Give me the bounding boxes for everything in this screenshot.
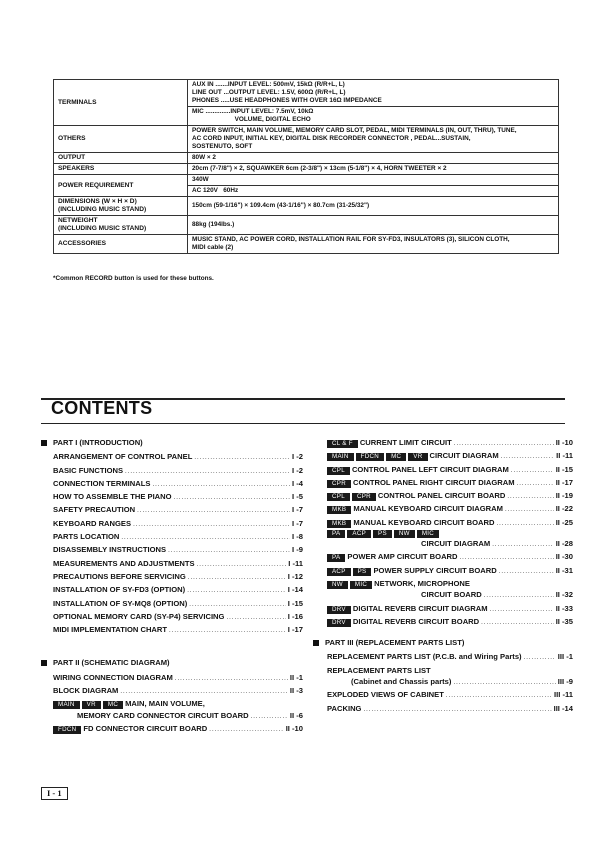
toc-page: II -10: [555, 438, 573, 447]
toc-entry[interactable]: [53, 544, 303, 557]
dot-leader: [174, 493, 290, 504]
dot-leader: [511, 466, 554, 477]
tag-label: PA: [327, 530, 345, 538]
dot-leader: [169, 626, 286, 637]
spec-key-line: OTHERS: [58, 135, 86, 142]
toc-title: ARRANGEMENT OF CONTROL PANEL: [53, 452, 193, 462]
spec-key-line: (INCLUDING MUSIC STAND): [58, 206, 147, 213]
toc-page: I -2: [292, 452, 303, 462]
tag-label: NW: [327, 581, 348, 589]
toc-entry[interactable]: [53, 465, 303, 478]
spec-value: [188, 164, 559, 175]
dot-leader: [194, 453, 290, 464]
tag-label: MIC: [417, 530, 439, 538]
dot-leader: [505, 505, 554, 516]
toc-entry-parts-cabinet[interactable]: (Cabinet and Chassis parts) ..... III -9: [327, 676, 573, 689]
toc-entry-power-supply[interactable]: [327, 565, 573, 578]
spec-value-line: 88kg (194lbs.): [192, 221, 235, 228]
toc-entry[interactable]: [53, 685, 303, 698]
toc-page: II -32: [555, 590, 573, 600]
toc-title: WIRING CONNECTION DIAGRAM: [53, 672, 173, 682]
toc-entry[interactable]: [53, 504, 303, 517]
toc-entry-exploded-views[interactable]: EXPLODED VIEWS OF CABINET ..... III -11: [327, 689, 573, 702]
toc-entry-parts-pcb[interactable]: REPLACEMENT PARTS LIST (P.C.B. and Wiring Parts) ..... III -1: [327, 651, 573, 664]
toc-page: I -16: [287, 611, 303, 621]
contents-left-column: [41, 437, 303, 736]
spec-value: [188, 80, 559, 107]
spec-row: [54, 80, 559, 107]
toc-page: II -28: [555, 539, 573, 549]
dot-leader: [120, 687, 288, 698]
toc-page: I -4: [292, 478, 303, 488]
spec-key: [54, 235, 188, 254]
toc-entry-packing[interactable]: PACKING ..... III -14: [327, 703, 573, 716]
toc-page: II -3: [289, 686, 303, 696]
toc-title: BLOCK DIAGRAM: [53, 686, 119, 696]
spec-row: [54, 197, 559, 216]
spec-value: [188, 107, 559, 126]
spec-value-line: 340W: [192, 176, 209, 183]
toc-page: I -11: [288, 558, 303, 568]
toc-title: PRECAUTIONS BEFORE SERVICING: [53, 571, 186, 581]
spec-value-line: 150cm (59-1/16") × 109.4cm (43-1/16") × 80.7cm (31-25/32"): [192, 202, 370, 209]
toc-page: II -25: [555, 517, 573, 527]
spec-key-line: SPEAKERS: [58, 165, 95, 172]
spec-key: [54, 175, 188, 197]
dot-leader: [481, 618, 554, 629]
toc-title: BASIC FUNCTIONS: [53, 465, 124, 475]
dot-leader: [484, 591, 554, 602]
tag-label: CPL: [327, 467, 350, 475]
spec-key-line: POWER REQUIREMENT: [58, 181, 134, 189]
toc-entry[interactable]: [53, 558, 303, 571]
spec-key-line: DIMENSIONS (W × H × D): [58, 198, 137, 205]
tag-label: MIC: [350, 581, 372, 589]
toc-entry-pa-circuit[interactable]: [327, 538, 573, 551]
dot-leader: [188, 573, 286, 584]
dot-leader: [168, 546, 290, 557]
toc-entry-pa-tags[interactable]: [327, 530, 573, 538]
spec-key-line: TERMINALS: [58, 98, 97, 106]
toc-page: II -33: [555, 603, 573, 613]
part3-heading: PART III (REPLACEMENT PARTS LIST): [313, 637, 573, 648]
spec-key: [54, 80, 188, 126]
dot-leader: [490, 605, 554, 616]
toc-title: MANUAL KEYBOARD CIRCUIT DIAGRAM: [353, 504, 503, 514]
toc-title: CONTROL PANEL RIGHT CIRCUIT DIAGRAM: [352, 477, 515, 487]
spec-row: [54, 153, 559, 164]
toc-title: HOW TO ASSEMBLE THE PIANO: [53, 492, 172, 502]
toc-page: I -12: [287, 571, 303, 581]
toc-entry[interactable]: [53, 598, 303, 611]
tag-label: PA: [327, 554, 345, 562]
toc-title: CONTROL PANEL CIRCUIT BOARD: [377, 491, 506, 501]
toc-title: MEASUREMENTS AND ADJUSTMENTS: [53, 558, 195, 568]
dot-leader: [133, 520, 290, 531]
dot-leader: [501, 452, 554, 463]
tag-label: ACP: [347, 530, 371, 538]
toc-entry-power-amp[interactable]: [327, 551, 573, 564]
toc-title: CIRCUIT DIAGRAM: [421, 539, 491, 549]
toc-title: DIGITAL REVERB CIRCUIT BOARD: [352, 616, 480, 626]
toc-entry-fd-connector[interactable]: FDCN FD CONNECTOR CIRCUIT BOARD ..... II -10: [53, 723, 303, 736]
spec-value: [188, 175, 559, 186]
tag-label: MAIN: [327, 453, 354, 461]
spec-value: [188, 235, 559, 254]
toc-title: KEYBOARD RANGES: [53, 518, 132, 528]
dot-leader: [507, 492, 553, 503]
toc-entry-cpl-diagram[interactable]: [327, 464, 573, 477]
toc-entry-current-limit[interactable]: [327, 437, 573, 450]
toc-title: DISASSEMBLY INSTRUCTIONS: [53, 545, 167, 555]
dot-leader: [517, 479, 554, 490]
toc-entry-main-circuit[interactable]: [327, 450, 573, 463]
toc-page: I -7: [292, 505, 303, 515]
spec-value-line: POWER SWITCH, MAIN VOLUME, MEMORY CARD SLOT, PEDAL, MIDI TERMINALS (IN, OUT, THRU), TUNE,: [192, 127, 517, 134]
toc-title: DIGITAL REVERB CIRCUIT DIAGRAM: [352, 603, 488, 613]
tag-label: MC: [103, 701, 123, 709]
tag-label: PS: [353, 568, 372, 576]
spec-row: [54, 216, 559, 235]
toc-page: II -15: [555, 464, 573, 474]
bullet-square-icon: [313, 640, 319, 646]
toc-title: CIRCUIT BOARD: [421, 590, 482, 600]
spec-key-line: ACCESSORIES: [58, 240, 106, 247]
toc-page: II -35: [555, 616, 573, 626]
toc-entry[interactable]: [53, 584, 303, 597]
toc-page: I -5: [292, 492, 303, 502]
spec-value-line: SOSTENUTO, SOFT: [192, 143, 253, 150]
tag-label: FDCN: [356, 453, 384, 461]
page-number: I - 1: [41, 787, 68, 800]
dot-leader: [492, 540, 554, 551]
toc-entry-parts-list[interactable]: REPLACEMENT PARTS LIST: [327, 665, 431, 675]
toc-title: INSTALLATION OF SY-MQ8 (OPTION): [53, 598, 188, 608]
tag-label: DRV: [327, 619, 351, 627]
spec-value: [188, 186, 559, 197]
tag-label: CL & F: [327, 440, 358, 448]
tag-label: VR: [408, 453, 427, 461]
toc-entry[interactable]: [53, 531, 303, 544]
toc-title: PARTS LOCATION: [53, 532, 120, 542]
spec-value: [188, 153, 559, 164]
spec-key-line: OUTPUT: [58, 154, 86, 161]
tag-label: ACP: [327, 568, 351, 576]
toc-page: I -15: [287, 598, 303, 608]
toc-page: I -2: [292, 465, 303, 475]
spec-row: [54, 126, 559, 153]
tag-label: PS: [373, 530, 392, 538]
spec-value: [188, 197, 559, 216]
spec-value-line: VOLUME, DIGITAL ECHO: [192, 116, 311, 123]
toc-title: MANUAL KEYBOARD CIRCUIT BOARD: [353, 517, 495, 527]
dot-leader: [460, 553, 554, 564]
toc-entry[interactable]: [53, 518, 303, 531]
toc-entry[interactable]: [53, 491, 303, 504]
footnote: *Common RECORD button is used for these buttons.: [53, 275, 214, 282]
toc-page: I -8: [292, 532, 303, 542]
spec-key: [54, 126, 188, 153]
bullet-square-icon: [41, 660, 47, 666]
toc-title: MIDI IMPLEMENTATION CHART: [53, 625, 168, 635]
spec-key-line: NETWEIGHT: [58, 217, 98, 224]
spec-value-line: 20cm (7-7/8") × 2, SQUAWKER 6cm (2-3/8") × 13cm (5-1/8") × 4, HORN TWEETER × 2: [192, 165, 447, 172]
dot-leader: [187, 586, 286, 597]
toc-entry-mkb-diagram[interactable]: [327, 503, 573, 516]
dot-leader: [175, 674, 288, 685]
toc-entry-main-board-cont[interactable]: MEMORY CARD CONNECTOR CIRCUIT BOARD ..... II -6: [53, 710, 303, 723]
toc-title: NETWORK, MICROPHONE: [374, 578, 470, 588]
spec-key-line: (INCLUDING MUSIC STAND): [58, 225, 147, 232]
toc-entry-network-board[interactable]: [327, 589, 573, 602]
spec-key: [54, 216, 188, 235]
tag-label: CPR: [327, 480, 351, 488]
toc-title: CIRCUIT DIAGRAM: [429, 451, 499, 461]
spec-value-line: 80W × 2: [192, 154, 216, 161]
specifications-table: [53, 79, 559, 254]
spec-value-line: AC 120V 60Hz: [192, 187, 239, 194]
tag-label: MKB: [327, 520, 351, 528]
toc-title: POWER SUPPLY CIRCUIT BOARD: [373, 565, 497, 575]
spec-value-line: AC CORD INPUT, INITIAL KEY, DIGITAL DISK RECORDER CONNECTOR , PEDAL...SUSTAIN,: [192, 135, 471, 142]
dot-leader: [152, 480, 290, 491]
spec-key: [54, 153, 188, 164]
toc-entry-reverb-diagram[interactable]: [327, 603, 573, 616]
toc-entry[interactable]: [53, 451, 303, 464]
bullet-square-icon: [41, 440, 47, 446]
toc-entry-cpr-diagram[interactable]: [327, 477, 573, 490]
toc-title: CURRENT LIMIT CIRCUIT: [359, 438, 452, 447]
dot-leader: [125, 467, 290, 478]
spec-row: [54, 175, 559, 186]
toc-page: II -19: [555, 491, 573, 501]
toc-title: CONTROL PANEL LEFT CIRCUIT DIAGRAM: [351, 464, 509, 474]
tag-label: MKB: [327, 506, 351, 514]
spec-value-line: AUX IN .......INPUT LEVEL: 500mV, 15kΩ (R/R+L, L): [192, 81, 345, 88]
toc-page: I -17: [287, 625, 303, 635]
dot-leader: [226, 613, 285, 624]
toc-title: POWER AMP CIRCUIT BOARD: [347, 552, 458, 562]
toc-page: II -30: [555, 552, 573, 562]
tag-label: MC: [386, 453, 406, 461]
toc-entry[interactable]: [53, 611, 303, 624]
spec-value: [188, 126, 559, 153]
toc-page: II -17: [555, 477, 573, 487]
toc-entry-network[interactable]: [327, 578, 573, 589]
toc-title: OPTIONAL MEMORY CARD (SY-P4) SERVICING: [53, 611, 225, 621]
contents-right-column: [313, 437, 573, 716]
spec-row: [54, 235, 559, 254]
toc-entry[interactable]: [53, 571, 303, 584]
contents-bottom-rule: [41, 423, 565, 424]
dot-leader: [499, 567, 554, 578]
tag-label: MAIN: [53, 701, 80, 709]
spec-key: [54, 197, 188, 216]
toc-title: CONNECTION TERMINALS: [53, 478, 151, 488]
spec-key: [54, 164, 188, 175]
dot-leader: [454, 439, 554, 450]
toc-page: I -9: [292, 545, 303, 555]
dot-leader: [197, 560, 287, 571]
toc-page: II -11: [556, 451, 573, 461]
toc-entry[interactable]: [53, 672, 303, 685]
contents-title: CONTENTS: [51, 398, 153, 418]
tag-label: CPR: [352, 493, 376, 501]
spec-value-line: LINE OUT ...OUTPUT LEVEL: 1.5V, 600Ω (R/R+L, L): [192, 89, 346, 96]
tag-label: CPL: [327, 493, 350, 501]
dot-leader: [137, 506, 290, 517]
toc-page: I -7: [292, 518, 303, 528]
toc-title: SAFETY PRECAUTION: [53, 505, 136, 515]
toc-entry-mkb-board[interactable]: [327, 517, 573, 530]
toc-entry-reverb-board[interactable]: [327, 616, 573, 629]
dot-leader: [497, 519, 554, 530]
spec-value: [188, 216, 559, 235]
spec-row: [54, 164, 559, 175]
toc-page: II -31: [555, 565, 573, 575]
toc-title: INSTALLATION OF SY-FD3 (OPTION): [53, 585, 186, 595]
spec-value-line: PHONES .....USE HEADPHONES WITH OVER 16Ω IMPEDANCE: [192, 97, 382, 104]
dot-leader: [121, 533, 290, 544]
spec-value-line: MIDI cable (2): [192, 244, 234, 251]
tag-label: VR: [82, 701, 101, 709]
tag-label: DRV: [327, 606, 351, 614]
toc-entry-control-board[interactable]: [327, 490, 573, 503]
toc-page: II -22: [555, 504, 573, 514]
toc-entry-main-board[interactable]: MAIN VR MC MAIN, MAIN VOLUME,: [53, 698, 303, 709]
part2-heading: PART II (SCHEMATIC DIAGRAM): [41, 657, 303, 668]
tag-label: NW: [394, 530, 415, 538]
toc-page: II -1: [289, 672, 303, 682]
spec-value-line: MUSIC STAND, AC POWER CORD, INSTALLATION RAIL FOR SY-FD3, INSULATORS (3), SILICON CLOTH,: [192, 236, 510, 243]
toc-entry[interactable]: [53, 624, 303, 637]
toc-entry[interactable]: [53, 478, 303, 491]
toc-page: I -14: [287, 585, 303, 595]
spec-value-line: MIC ..............INPUT LEVEL: 7.5mV, 10kΩ: [192, 108, 314, 115]
dot-leader: [189, 600, 286, 611]
part1-heading: PART I (INTRODUCTION): [41, 437, 303, 448]
